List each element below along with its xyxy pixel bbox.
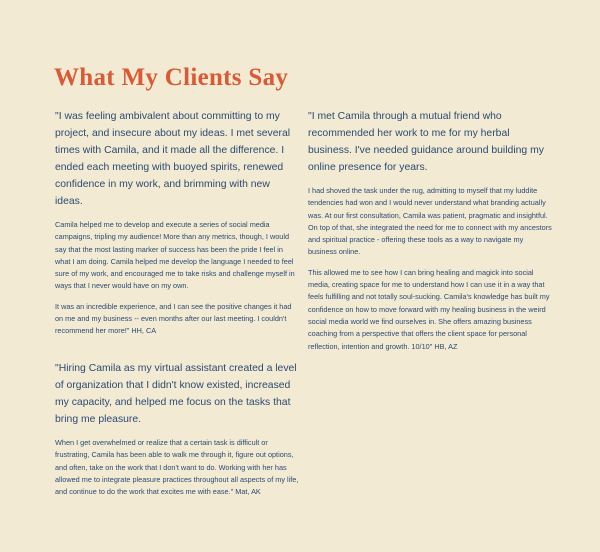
testimonial-hh-ca bbox=[55, 108, 300, 346]
testimonial-paragraph: I had shoved the task under the rug, admitting to myself that my luddite tendencies had won and I would never understand what branding actually was. At our first consultation, Camila was patient, pragmatic and insightful. On top of that, she integrated the need for me to connect with my ancestors and spiritual practice - offering these tools as a way to navigate my business online. bbox=[308, 186, 552, 257]
section-title: What My Clients Say bbox=[54, 64, 289, 91]
testimonial-paragraph: When I get overwhelmed or realize that a certain task is difficult or frustrating, Camila has been able to walk me through it, figure out options, and often, take on the work that I don't want to do. Working with her has allowed me to integrate pleasure practices throughout all aspects of my life, and continue to do the work that excites me with ease." Mat, AK bbox=[55, 438, 299, 497]
testimonial-quote: "I met Camila through a mutual friend who recommended her work to me for my herbal business. I've needed guidance around building my online presence for years. bbox=[308, 111, 544, 173]
testimonial-quote: "Hiring Camila as my virtual assistant created a level of organization that I didn't know existed, increased my capacity, and helped me focus on the tasks that bring me pleasure. bbox=[55, 363, 297, 425]
testimonial-paragraph: It was an incredible experience, and I can see the positive changes it had on me and my business -- even months after our last meeting. I couldn't recommend her more!" HH, CA bbox=[55, 301, 292, 336]
testimonial-hb-az bbox=[308, 108, 553, 361]
testimonial-quote: "I was feeling ambivalent about committing to my project, and insecure about my ideas. I met several times with Camila, and it made all the difference. I ended each meeting with buoyed spirits, renewed confidence in my work, and brimming with new ideas. bbox=[55, 111, 291, 207]
testimonial-paragraph: Camila helped me to develop and execute a series of social media campaigns, tripling my audience! More than any metrics, though, I would say that the most lasting marker of success has been the pride I feel in what I am doing. Camila helped me develop the language I needed to feel sure of my work, and encouraged me to take risks and challenge myself in ways that I never would have on my own. bbox=[55, 220, 295, 291]
testimonial-paragraph: This allowed me to see how I can bring healing and magick into social media, creating space for me to understand how I can use it in a way that feels fulfilling and not totally soul-sucking. Camila's knowledge has built my confidence on how to move forward with my healing business in the weird social media world we find ourselves in. She offers amazing business coaching from a perspective that offers the client space for personal reflection, intention and growth. 10/10" HB, AZ bbox=[308, 267, 550, 351]
testimonial-mat-ak bbox=[55, 360, 300, 506]
